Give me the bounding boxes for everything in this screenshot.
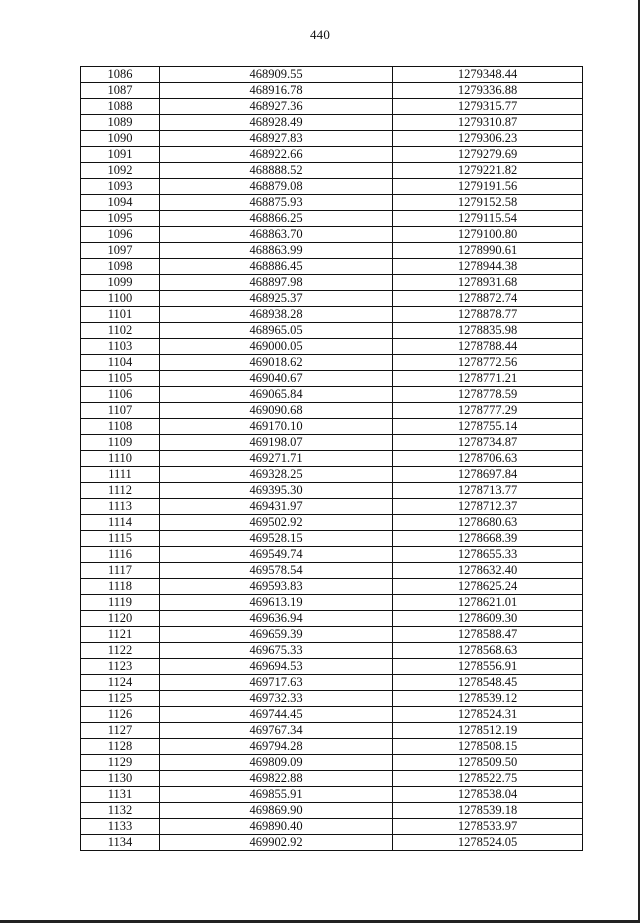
y-coordinate-cell: 1278668.39 <box>393 531 583 547</box>
table-row <box>81 771 583 787</box>
y-coordinate-cell: 1278568.63 <box>393 643 583 659</box>
table-row <box>81 787 583 803</box>
y-coordinate-cell: 1279306.23 <box>393 131 583 147</box>
point-number-cell: 1109 <box>81 435 160 451</box>
table-row <box>81 723 583 739</box>
x-coordinate-cell: 469694.53 <box>160 659 393 675</box>
table-row <box>81 755 583 771</box>
y-coordinate-cell: 1278772.56 <box>393 355 583 371</box>
table-row <box>81 403 583 419</box>
table-row <box>81 419 583 435</box>
x-coordinate-cell: 469890.40 <box>160 819 393 835</box>
table-row <box>81 611 583 627</box>
point-number-cell: 1095 <box>81 211 160 227</box>
table-row <box>81 547 583 563</box>
x-coordinate-cell: 469767.34 <box>160 723 393 739</box>
x-coordinate-cell: 469395.30 <box>160 483 393 499</box>
point-number-cell: 1117 <box>81 563 160 579</box>
table-row <box>81 307 583 323</box>
x-coordinate-cell: 468922.66 <box>160 147 393 163</box>
table-row <box>81 227 583 243</box>
point-number-cell: 1106 <box>81 387 160 403</box>
point-number-cell: 1105 <box>81 371 160 387</box>
point-number-cell: 1126 <box>81 707 160 723</box>
x-coordinate-cell: 469675.33 <box>160 643 393 659</box>
point-number-cell: 1086 <box>81 67 160 83</box>
point-number-cell: 1121 <box>81 627 160 643</box>
y-coordinate-cell: 1278872.74 <box>393 291 583 307</box>
table-row <box>81 291 583 307</box>
x-coordinate-cell: 468886.45 <box>160 259 393 275</box>
table-row <box>81 131 583 147</box>
y-coordinate-cell: 1278878.77 <box>393 307 583 323</box>
point-number-cell: 1102 <box>81 323 160 339</box>
point-number-cell: 1099 <box>81 275 160 291</box>
point-number-cell: 1101 <box>81 307 160 323</box>
y-coordinate-cell: 1278539.18 <box>393 803 583 819</box>
x-coordinate-cell: 469659.39 <box>160 627 393 643</box>
point-number-cell: 1087 <box>81 83 160 99</box>
y-coordinate-cell: 1278524.31 <box>393 707 583 723</box>
x-coordinate-cell: 469717.63 <box>160 675 393 691</box>
y-coordinate-cell: 1279152.58 <box>393 195 583 211</box>
coordinates-table-body <box>81 67 583 851</box>
point-number-cell: 1122 <box>81 643 160 659</box>
table-row <box>81 243 583 259</box>
x-coordinate-cell: 469855.91 <box>160 787 393 803</box>
table-row <box>81 451 583 467</box>
x-coordinate-cell: 469018.62 <box>160 355 393 371</box>
y-coordinate-cell: 1278655.33 <box>393 547 583 563</box>
y-coordinate-cell: 1278609.30 <box>393 611 583 627</box>
point-number-cell: 1100 <box>81 291 160 307</box>
table-row <box>81 387 583 403</box>
table-row <box>81 147 583 163</box>
x-coordinate-cell: 469328.25 <box>160 467 393 483</box>
y-coordinate-cell: 1278509.50 <box>393 755 583 771</box>
x-coordinate-cell: 469744.45 <box>160 707 393 723</box>
x-coordinate-cell: 469528.15 <box>160 531 393 547</box>
x-coordinate-cell: 469794.28 <box>160 739 393 755</box>
y-coordinate-cell: 1278835.98 <box>393 323 583 339</box>
x-coordinate-cell: 469040.67 <box>160 371 393 387</box>
point-number-cell: 1115 <box>81 531 160 547</box>
point-number-cell: 1124 <box>81 675 160 691</box>
table-row <box>81 211 583 227</box>
x-coordinate-cell: 469000.05 <box>160 339 393 355</box>
y-coordinate-cell: 1278712.37 <box>393 499 583 515</box>
point-number-cell: 1128 <box>81 739 160 755</box>
point-number-cell: 1108 <box>81 419 160 435</box>
table-row <box>81 835 583 851</box>
point-number-cell: 1098 <box>81 259 160 275</box>
point-number-cell: 1127 <box>81 723 160 739</box>
point-number-cell: 1103 <box>81 339 160 355</box>
y-coordinate-cell: 1278539.12 <box>393 691 583 707</box>
point-number-cell: 1123 <box>81 659 160 675</box>
x-coordinate-cell: 468925.37 <box>160 291 393 307</box>
point-number-cell: 1114 <box>81 515 160 531</box>
table-row <box>81 643 583 659</box>
point-number-cell: 1131 <box>81 787 160 803</box>
x-coordinate-cell: 468928.49 <box>160 115 393 131</box>
y-coordinate-cell: 1279315.77 <box>393 99 583 115</box>
x-coordinate-cell: 469271.71 <box>160 451 393 467</box>
table-row <box>81 371 583 387</box>
table-row <box>81 563 583 579</box>
table-row <box>81 67 583 83</box>
x-coordinate-cell: 468965.05 <box>160 323 393 339</box>
point-number-cell: 1129 <box>81 755 160 771</box>
y-coordinate-cell: 1278755.14 <box>393 419 583 435</box>
point-number-cell: 1097 <box>81 243 160 259</box>
x-coordinate-cell: 469822.88 <box>160 771 393 787</box>
y-coordinate-cell: 1278524.05 <box>393 835 583 851</box>
x-coordinate-cell: 469578.54 <box>160 563 393 579</box>
point-number-cell: 1107 <box>81 403 160 419</box>
table-row <box>81 595 583 611</box>
point-number-cell: 1134 <box>81 835 160 851</box>
table-row <box>81 515 583 531</box>
table-row <box>81 483 583 499</box>
table-row <box>81 819 583 835</box>
y-coordinate-cell: 1278771.21 <box>393 371 583 387</box>
point-number-cell: 1091 <box>81 147 160 163</box>
point-number-cell: 1118 <box>81 579 160 595</box>
point-number-cell: 1093 <box>81 179 160 195</box>
x-coordinate-cell: 468863.99 <box>160 243 393 259</box>
y-coordinate-cell: 1278697.84 <box>393 467 583 483</box>
point-number-cell: 1092 <box>81 163 160 179</box>
table-row <box>81 707 583 723</box>
point-number-cell: 1090 <box>81 131 160 147</box>
table-row <box>81 323 583 339</box>
y-coordinate-cell: 1278556.91 <box>393 659 583 675</box>
y-coordinate-cell: 1278512.19 <box>393 723 583 739</box>
table-row <box>81 531 583 547</box>
y-coordinate-cell: 1278625.24 <box>393 579 583 595</box>
x-coordinate-cell: 469902.92 <box>160 835 393 851</box>
y-coordinate-cell: 1278548.45 <box>393 675 583 691</box>
table-row <box>81 467 583 483</box>
point-number-cell: 1111 <box>81 467 160 483</box>
x-coordinate-cell: 468888.52 <box>160 163 393 179</box>
y-coordinate-cell: 1278621.01 <box>393 595 583 611</box>
y-coordinate-cell: 1278788.44 <box>393 339 583 355</box>
table-row <box>81 83 583 99</box>
table-row <box>81 627 583 643</box>
x-coordinate-cell: 468938.28 <box>160 307 393 323</box>
point-number-cell: 1120 <box>81 611 160 627</box>
table-row <box>81 339 583 355</box>
y-coordinate-cell: 1278522.75 <box>393 771 583 787</box>
table-row <box>81 499 583 515</box>
point-number-cell: 1113 <box>81 499 160 515</box>
y-coordinate-cell: 1278680.63 <box>393 515 583 531</box>
table-row <box>81 659 583 675</box>
coordinates-table <box>80 66 583 851</box>
y-coordinate-cell: 1279336.88 <box>393 83 583 99</box>
y-coordinate-cell: 1279348.44 <box>393 67 583 83</box>
table-row <box>81 355 583 371</box>
point-number-cell: 1112 <box>81 483 160 499</box>
x-coordinate-cell: 468875.93 <box>160 195 393 211</box>
point-number-cell: 1132 <box>81 803 160 819</box>
x-coordinate-cell: 468897.98 <box>160 275 393 291</box>
y-coordinate-cell: 1278538.04 <box>393 787 583 803</box>
table-row <box>81 259 583 275</box>
x-coordinate-cell: 469170.10 <box>160 419 393 435</box>
x-coordinate-cell: 469809.09 <box>160 755 393 771</box>
table-row <box>81 195 583 211</box>
y-coordinate-cell: 1278706.63 <box>393 451 583 467</box>
x-coordinate-cell: 468909.55 <box>160 67 393 83</box>
y-coordinate-cell: 1278777.29 <box>393 403 583 419</box>
y-coordinate-cell: 1279100.80 <box>393 227 583 243</box>
x-coordinate-cell: 469502.92 <box>160 515 393 531</box>
y-coordinate-cell: 1278533.97 <box>393 819 583 835</box>
table-row <box>81 691 583 707</box>
point-number-cell: 1130 <box>81 771 160 787</box>
table-row <box>81 179 583 195</box>
point-number-cell: 1096 <box>81 227 160 243</box>
y-coordinate-cell: 1278713.77 <box>393 483 583 499</box>
page-number: 440 <box>309 27 331 42</box>
point-number-cell: 1089 <box>81 115 160 131</box>
x-coordinate-cell: 469593.83 <box>160 579 393 595</box>
table-row <box>81 275 583 291</box>
table-row <box>81 803 583 819</box>
table-row <box>81 163 583 179</box>
point-number-cell: 1110 <box>81 451 160 467</box>
y-coordinate-cell: 1278508.15 <box>393 739 583 755</box>
y-coordinate-cell: 1279279.69 <box>393 147 583 163</box>
y-coordinate-cell: 1278588.47 <box>393 627 583 643</box>
x-coordinate-cell: 469065.84 <box>160 387 393 403</box>
y-coordinate-cell: 1278778.59 <box>393 387 583 403</box>
x-coordinate-cell: 469090.68 <box>160 403 393 419</box>
point-number-cell: 1104 <box>81 355 160 371</box>
point-number-cell: 1116 <box>81 547 160 563</box>
y-coordinate-cell: 1279191.56 <box>393 179 583 195</box>
table-row <box>81 435 583 451</box>
x-coordinate-cell: 469431.97 <box>160 499 393 515</box>
point-number-cell: 1088 <box>81 99 160 115</box>
y-coordinate-cell: 1279115.54 <box>393 211 583 227</box>
table-row <box>81 675 583 691</box>
x-coordinate-cell: 468927.36 <box>160 99 393 115</box>
x-coordinate-cell: 469549.74 <box>160 547 393 563</box>
x-coordinate-cell: 468866.25 <box>160 211 393 227</box>
x-coordinate-cell: 469732.33 <box>160 691 393 707</box>
point-number-cell: 1133 <box>81 819 160 835</box>
x-coordinate-cell: 469613.19 <box>160 595 393 611</box>
table-row <box>81 579 583 595</box>
x-coordinate-cell: 468879.08 <box>160 179 393 195</box>
table-row <box>81 739 583 755</box>
y-coordinate-cell: 1279221.82 <box>393 163 583 179</box>
y-coordinate-cell: 1279310.87 <box>393 115 583 131</box>
x-coordinate-cell: 468863.70 <box>160 227 393 243</box>
x-coordinate-cell: 468916.78 <box>160 83 393 99</box>
y-coordinate-cell: 1278931.68 <box>393 275 583 291</box>
y-coordinate-cell: 1278990.61 <box>393 243 583 259</box>
point-number-cell: 1125 <box>81 691 160 707</box>
y-coordinate-cell: 1278632.40 <box>393 563 583 579</box>
table-row <box>81 115 583 131</box>
point-number-cell: 1094 <box>81 195 160 211</box>
x-coordinate-cell: 469636.94 <box>160 611 393 627</box>
y-coordinate-cell: 1278734.87 <box>393 435 583 451</box>
x-coordinate-cell: 469869.90 <box>160 803 393 819</box>
x-coordinate-cell: 469198.07 <box>160 435 393 451</box>
table-row <box>81 99 583 115</box>
y-coordinate-cell: 1278944.38 <box>393 259 583 275</box>
x-coordinate-cell: 468927.83 <box>160 131 393 147</box>
point-number-cell: 1119 <box>81 595 160 611</box>
